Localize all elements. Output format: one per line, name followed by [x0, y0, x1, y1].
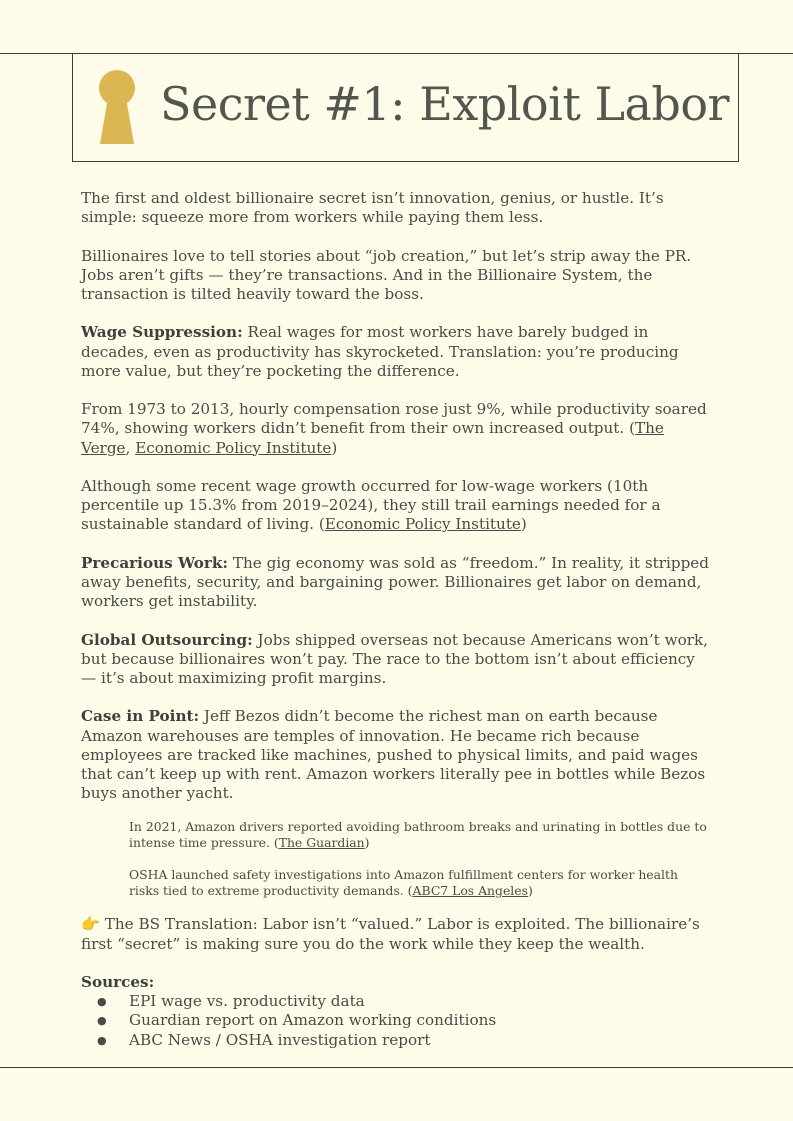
productivity-stat-text: From 1973 to 2013, hourly compensation rose just 9%, while productivity soared 74%, showing workers didn’t benefit from their own increased output. (: [81, 400, 707, 438]
global-outsourcing-text: Jobs shipped overseas not because Americans won’t work, but because billionaires won’t pay. The race to the bottom isn’t about efficiency — it’s about maximizing profit margins.: [81, 630, 709, 687]
sources-list: [81, 992, 711, 1050]
case-in-point-paragraph: [81, 707, 711, 803]
global-outsourcing-label: Global Outsourcing:: [81, 630, 253, 649]
the-verge-link[interactable]: The Verge: [81, 419, 664, 457]
case-in-point-text: Jeff Bezos didn’t become the richest man on earth because Amazon warehouses are temples of innovation. He became rich because employees are tracked like machines, pushed to physical limits, and paid wages that can’t keep up with rent. Amazon workers literally pee in bottles while Bezos buys another yacht.: [81, 707, 706, 803]
epi-link-2[interactable]: Economic Policy Institute: [324, 515, 521, 534]
case-in-point-label: Case in Point:: [81, 707, 200, 726]
precarious-work-text: The gig economy was sold as “freedom.” In reality, it stripped away benefits, security, and bargaining power. Billionaires get labor on demand, workers get instability.: [81, 553, 710, 611]
article-body: [81, 189, 711, 1050]
guardian-link[interactable]: The Guardian: [278, 835, 365, 851]
bs-translation-text: The BS Translation: Labor isn’t “valued.” Labor is exploited. The billionaire’s first “secret” is making sure you do the work while they keep the wealth.: [81, 915, 700, 953]
osha-quote-text: OSHA launched safety investigations into Amazon fulfillment centers for worker health risks tied to extreme productivity demands. (: [129, 867, 678, 899]
wage-suppression-label: Wage Suppression:: [81, 323, 243, 342]
precarious-work-label: Precarious Work:: [81, 553, 229, 572]
page-title: Secret #1: Exploit Labor: [160, 77, 730, 131]
global-outsourcing-paragraph: [81, 631, 711, 689]
sources-heading: Sources:: [81, 972, 155, 991]
bs-translation-paragraph: [81, 915, 711, 953]
source-item: ● EPI wage vs. productivity data: [81, 992, 711, 1011]
precarious-work-paragraph: [81, 554, 711, 612]
paren-close: ): [364, 835, 370, 851]
paren-close: ): [527, 883, 533, 899]
keyhole-icon: [96, 70, 140, 146]
wage-growth-text: Although some recent wage growth occurred for low-wage workers (10th percentile up 15.3% from 2019–2024), they still trail earnings needed for a sustainable standard of living. (: [81, 476, 661, 534]
bottom-rule: [0, 1067, 793, 1068]
paren-close: ): [520, 515, 527, 534]
abc7-link[interactable]: ABC7 Los Angeles: [412, 883, 528, 899]
productivity-stat-paragraph: [81, 400, 711, 458]
source-item: ● ABC News / OSHA investigation report: [81, 1031, 711, 1050]
wage-suppression-text: Real wages for most workers have barely budged in decades, even as productivity has skyrocketed. Translation: you’re producing more value, but they’re pocketing the difference.: [81, 323, 679, 380]
osha-quote: [129, 867, 711, 899]
intro-paragraph: The first and oldest billionaire secret isn’t innovation, genius, or hustle. It’s simple: squeeze more from workers while paying them less.: [81, 189, 664, 227]
wage-growth-paragraph: [81, 477, 711, 535]
epi-link[interactable]: Economic Policy Institute: [135, 438, 332, 457]
guardian-quote: [129, 819, 711, 851]
link-separator: ,: [125, 438, 136, 457]
pr-paragraph: Billionaires love to tell stories about “job creation,” but let’s strip away the PR. Jobs aren’t gifts — they’re transactions. And in the Billionaire System, the transaction is tilted heavily toward the boss.: [81, 246, 692, 303]
source-item: ● Guardian report on Amazon working conditions: [81, 1011, 711, 1030]
pointing-hand-icon: 👉: [81, 915, 100, 934]
guardian-quote-text: In 2021, Amazon drivers reported avoiding bathroom breaks and urinating in bottles due to intense time pressure. (: [129, 819, 707, 851]
paren-close: ): [331, 438, 338, 457]
wage-suppression-paragraph: [81, 323, 711, 381]
